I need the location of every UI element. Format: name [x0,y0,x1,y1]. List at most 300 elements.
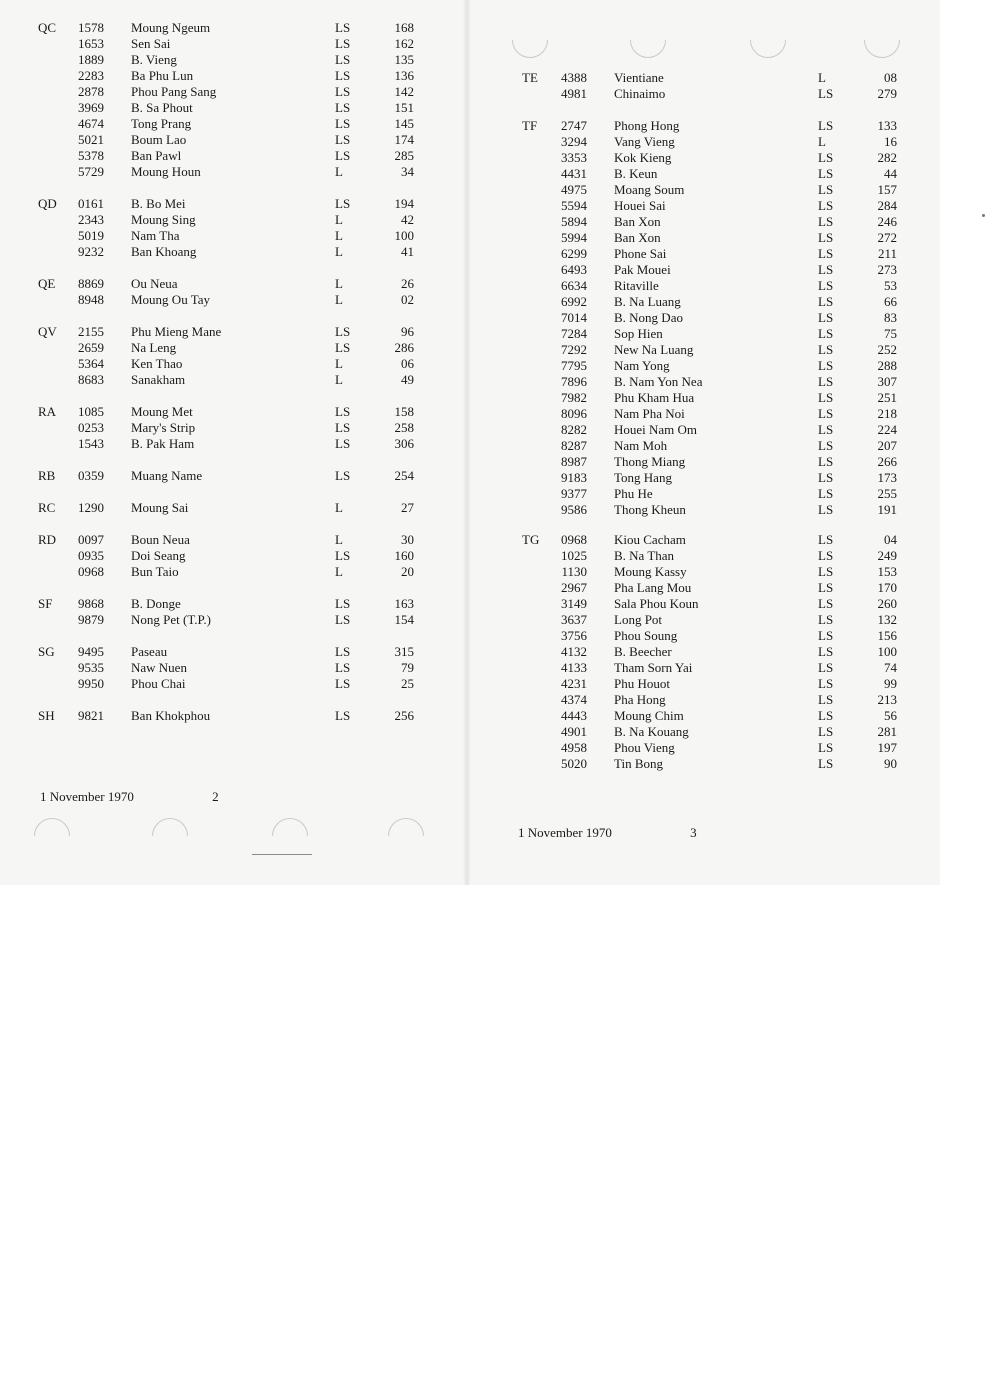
grid-zone-prefix: RC [38,500,56,515]
site-name: Tham Sorn Yai [614,660,693,675]
site-type: LS [335,116,351,131]
site-type: LS [818,294,834,309]
grid-zone-group [0,404,460,452]
table-row [0,324,460,340]
site-code: 04 [884,532,897,547]
table-row [471,246,931,262]
site-type: LS [818,532,834,547]
grid-number: 8287 [561,438,587,453]
site-code: 136 [394,68,414,83]
site-code: 157 [877,182,897,197]
site-type: LS [818,198,834,213]
grid-number: 0359 [78,468,104,483]
site-code: 79 [401,660,414,675]
grid-number: 1085 [78,404,104,419]
site-code: 135 [394,52,414,67]
site-type: L [335,356,343,371]
site-name: B. Nam Yon Nea [614,374,703,389]
footer-date: 1 November 1970 [40,789,134,804]
site-code: 100 [877,644,897,659]
grid-number: 7014 [561,310,587,325]
site-type: LS [818,182,834,197]
site-name: Phu He [614,486,653,501]
table-row [0,244,460,260]
site-name: Mary's Strip [131,420,196,435]
grid-number: 4132 [561,644,587,659]
site-code: 153 [877,564,897,579]
grid-number: 4901 [561,724,587,739]
site-type: LS [818,374,834,389]
site-type: LS [818,438,834,453]
table-row [0,196,460,212]
site-code: 249 [877,548,897,563]
table-row [471,118,931,134]
grid-number: 0097 [78,532,104,547]
site-code: 256 [394,708,414,723]
table-row [471,660,931,676]
site-type: LS [335,324,351,339]
site-name: B. Na Than [614,548,675,563]
grid-number: 5378 [78,148,104,163]
grid-number: 7795 [561,358,587,373]
grid-number: 4374 [561,692,587,707]
site-name: Bun Taio [131,564,179,579]
table-row [471,390,931,406]
site-type: LS [335,660,351,675]
site-code: 96 [401,324,414,339]
table-row [0,132,460,148]
grid-number: 4674 [78,116,104,131]
site-name: Phou Vieng [614,740,675,755]
grid-zone-prefix: SF [38,596,53,611]
site-name: Na Leng [131,340,177,355]
table-row [0,116,460,132]
table-row [0,68,460,84]
grid-number: 9950 [78,676,104,691]
table-row [0,564,460,580]
site-type: LS [818,660,834,675]
site-name: Ban Xon [614,214,661,229]
site-name: B. Beecher [614,644,672,659]
grid-number: 4231 [561,676,587,691]
site-name: Moung Met [131,404,193,419]
site-type: LS [335,676,351,691]
site-name: Moung Chim [614,708,684,723]
site-code: 20 [401,564,414,579]
site-type: LS [335,420,351,435]
site-type: LS [335,340,351,355]
grid-number: 9183 [561,470,587,485]
site-name: Ou Neua [131,276,178,291]
table-row [0,420,460,436]
table-row [471,612,931,628]
grid-number: 7896 [561,374,587,389]
grid-zone-group [0,324,460,388]
site-type: LS [335,404,351,419]
site-type: LS [818,166,834,181]
site-name: Moung Ngeum [131,20,211,35]
grid-number: 9879 [78,612,104,627]
table-row [471,198,931,214]
grid-zone-prefix: QC [38,20,57,35]
grid-number: 5019 [78,228,104,243]
grid-number: 2878 [78,84,104,99]
site-code: 273 [877,262,897,277]
grid-number: 3969 [78,100,104,115]
site-name: Nam Moh [614,438,668,453]
site-code: 42 [401,212,414,227]
table-row [471,278,931,294]
site-code: 16 [884,134,897,149]
grid-zone-group [471,532,931,772]
site-name: Phou Pang Sang [131,84,217,99]
site-type: LS [818,692,834,707]
site-type: LS [818,150,834,165]
site-type: LS [818,422,834,437]
site-name: Phong Hong [614,118,680,133]
table-row [0,84,460,100]
grid-zone-prefix: QE [38,276,56,291]
site-name: B. Vieng [131,52,177,67]
site-code: 145 [394,116,414,131]
site-name: Boun Neua [131,532,190,547]
grid-number: 7284 [561,326,587,341]
site-type: L [335,532,343,547]
grid-number: 2967 [561,580,587,595]
table-row [471,214,931,230]
site-name: B. Pak Ham [131,436,195,451]
site-name: Doi Seang [131,548,186,563]
site-name: Phu Kham Hua [614,390,695,405]
site-type: LS [818,342,834,357]
site-name: Moang Soum [614,182,685,197]
site-code: 99 [884,676,897,691]
page-number: 3 [690,825,697,840]
site-code: 254 [394,468,414,483]
grid-number: 2155 [78,324,104,339]
site-type: LS [335,644,351,659]
site-type: LS [818,214,834,229]
table-row [471,676,931,692]
table-row [471,374,931,390]
site-name: Phu Mieng Mane [131,324,222,339]
table-row [471,580,931,596]
site-code: 258 [394,420,414,435]
site-code: 281 [877,724,897,739]
site-name: B. Sa Phout [131,100,193,115]
grid-number: 5364 [78,356,104,371]
grid-number: 6634 [561,278,587,293]
site-type: L [335,244,343,259]
page-footer [40,789,219,805]
site-type: LS [335,596,351,611]
table-row [0,52,460,68]
table-row [0,596,460,612]
site-type: LS [818,596,834,611]
table-row [471,724,931,740]
site-name: Moung Kassy [614,564,687,579]
site-type: LS [818,230,834,245]
grid-number: 4133 [561,660,587,675]
site-type: LS [818,470,834,485]
site-name: Ritaville [614,278,659,293]
site-code: 66 [884,294,897,309]
table-row [471,532,931,548]
site-type: LS [818,486,834,501]
site-code: 151 [394,100,414,115]
site-name: Ban Xon [614,230,661,245]
site-name: Vientiane [614,70,664,85]
grid-number: 0253 [78,420,104,435]
site-code: 282 [877,150,897,165]
site-code: 284 [877,198,897,213]
site-name: New Na Luang [614,342,694,357]
table-row [0,276,460,292]
site-name: Tong Hang [614,470,672,485]
site-code: 53 [884,278,897,293]
table-row [0,148,460,164]
table-row [0,292,460,308]
grid-number: 0935 [78,548,104,563]
grid-number: 4981 [561,86,587,101]
site-type: L [335,564,343,579]
grid-zone-prefix: RD [38,532,57,547]
grid-number: 3353 [561,150,587,165]
site-type: LS [818,756,834,771]
site-code: 279 [877,86,897,101]
site-name: Tong Prang [131,116,192,131]
site-code: 306 [394,436,414,451]
table-row [471,342,931,358]
grid-number: 3294 [561,134,587,149]
table-row [0,20,460,36]
grid-zone-group [0,276,460,308]
site-name: Nam Pha Noi [614,406,685,421]
grid-zone-prefix: SH [38,708,55,723]
grid-number: 2343 [78,212,104,227]
site-code: 162 [394,36,414,51]
grid-number: 1290 [78,500,104,515]
table-row [471,502,931,518]
grid-number: 4443 [561,708,587,723]
site-type: LS [335,436,351,451]
site-type: L [335,276,343,291]
site-type: LS [818,262,834,277]
site-type: L [818,70,826,85]
site-type: LS [818,390,834,405]
site-code: 168 [394,20,414,35]
grid-zone-prefix: TF [522,118,538,133]
site-name: Pha Lang Mou [614,580,692,595]
site-type: LS [818,708,834,723]
grid-number: 3637 [561,612,587,627]
site-code: 154 [394,612,414,627]
table-row [471,470,931,486]
site-name: Ban Khokphou [131,708,211,723]
site-name: Pha Hong [614,692,666,707]
site-code: 49 [401,372,414,387]
site-name: B. Bo Mei [131,196,186,211]
site-type: L [335,228,343,243]
site-name: Tin Bong [614,756,664,771]
grid-number: 0968 [561,532,587,547]
site-name: Thong Kheun [614,502,686,517]
site-type: LS [335,84,351,99]
table-row [0,436,460,452]
site-code: 255 [877,486,897,501]
site-type: LS [818,740,834,755]
site-type: LS [335,52,351,67]
site-code: 02 [401,292,414,307]
table-row [0,468,460,484]
site-code: 272 [877,230,897,245]
site-name: Ken Thao [131,356,183,371]
site-code: 27 [401,500,414,515]
grid-number: 9586 [561,502,587,517]
table-row [471,406,931,422]
site-type: LS [818,724,834,739]
page-fold [463,0,471,885]
grid-zone-group [0,20,460,180]
grid-number: 6299 [561,246,587,261]
site-code: 191 [877,502,897,517]
table-row [471,262,931,278]
grid-zone-group [0,468,460,484]
site-type: LS [335,148,351,163]
site-code: 08 [884,70,897,85]
grid-number: 5729 [78,164,104,179]
site-name: Nam Yong [614,358,670,373]
site-name: Sanakham [131,372,186,387]
site-code: 75 [884,326,897,341]
site-code: 286 [394,340,414,355]
site-type: LS [818,580,834,595]
table-row [471,454,931,470]
site-name: Ban Pawl [131,148,182,163]
site-code: 218 [877,406,897,421]
grid-number: 5894 [561,214,587,229]
grid-zone-prefix: TE [522,70,538,85]
site-code: 160 [394,548,414,563]
grid-number: 8096 [561,406,587,421]
grid-number: 7982 [561,390,587,405]
grid-number: 9535 [78,660,104,675]
site-code: 173 [877,470,897,485]
site-code: 133 [877,118,897,133]
site-code: 56 [884,708,897,723]
page-number: 2 [212,789,219,804]
table-row [0,548,460,564]
grid-number: 3149 [561,596,587,611]
page-footer [518,825,697,841]
grid-number: 5994 [561,230,587,245]
site-type: LS [818,326,834,341]
table-row [471,134,931,150]
site-type: LS [818,502,834,517]
site-name: B. Keun [614,166,658,181]
footer-date: 1 November 1970 [518,825,612,840]
site-type: LS [818,676,834,691]
site-name: Sen Sai [131,36,171,51]
site-code: 132 [877,612,897,627]
grid-zone-prefix: QV [38,324,57,339]
page-2 [0,0,463,885]
site-code: 315 [394,644,414,659]
site-code: 158 [394,404,414,419]
grid-number: 1578 [78,20,104,35]
site-type: LS [818,118,834,133]
grid-number: 7292 [561,342,587,357]
scan-speck [982,214,985,217]
site-type: LS [818,612,834,627]
site-type: LS [818,86,834,101]
site-code: 44 [884,166,897,181]
site-name: Boum Lao [131,132,187,147]
site-code: 207 [877,438,897,453]
site-type: L [335,372,343,387]
site-type: LS [335,20,351,35]
grid-number: 4958 [561,740,587,755]
site-type: LS [818,310,834,325]
site-type: LS [818,246,834,261]
grid-zone-prefix: QD [38,196,57,211]
table-row [0,500,460,516]
site-type: LS [818,358,834,373]
grid-number: 9821 [78,708,104,723]
site-code: 246 [877,214,897,229]
site-name: Moung Sing [131,212,196,227]
grid-number: 3756 [561,628,587,643]
table-row [471,230,931,246]
grid-zone-prefix: RA [38,404,57,419]
grid-number: 8869 [78,276,104,291]
grid-zone-group [0,532,460,580]
table-row [0,708,460,724]
site-code: 170 [877,580,897,595]
site-code: 30 [401,532,414,547]
table-row [471,294,931,310]
table-row [471,150,931,166]
grid-zone-group [471,118,931,518]
site-code: 266 [877,454,897,469]
site-type: LS [818,644,834,659]
site-type: LS [335,132,351,147]
site-name: Thong Miang [614,454,686,469]
table-row [471,740,931,756]
table-row [0,372,460,388]
site-code: 285 [394,148,414,163]
site-type: LS [818,278,834,293]
grid-number: 5594 [561,198,587,213]
table-row [471,310,931,326]
site-name: Phone Sai [614,246,667,261]
site-name: Ban Khoang [131,244,197,259]
site-code: 142 [394,84,414,99]
site-code: 251 [877,390,897,405]
site-name: Sop Hien [614,326,663,341]
grid-zone-group [0,644,460,692]
site-code: 83 [884,310,897,325]
grid-number: 6992 [561,294,587,309]
site-code: 41 [401,244,414,259]
table-row [471,438,931,454]
site-name: Phu Houot [614,676,670,691]
grid-number: 9495 [78,644,104,659]
table-row [471,564,931,580]
grid-number: 8282 [561,422,587,437]
table-row [0,164,460,180]
grid-number: 9868 [78,596,104,611]
